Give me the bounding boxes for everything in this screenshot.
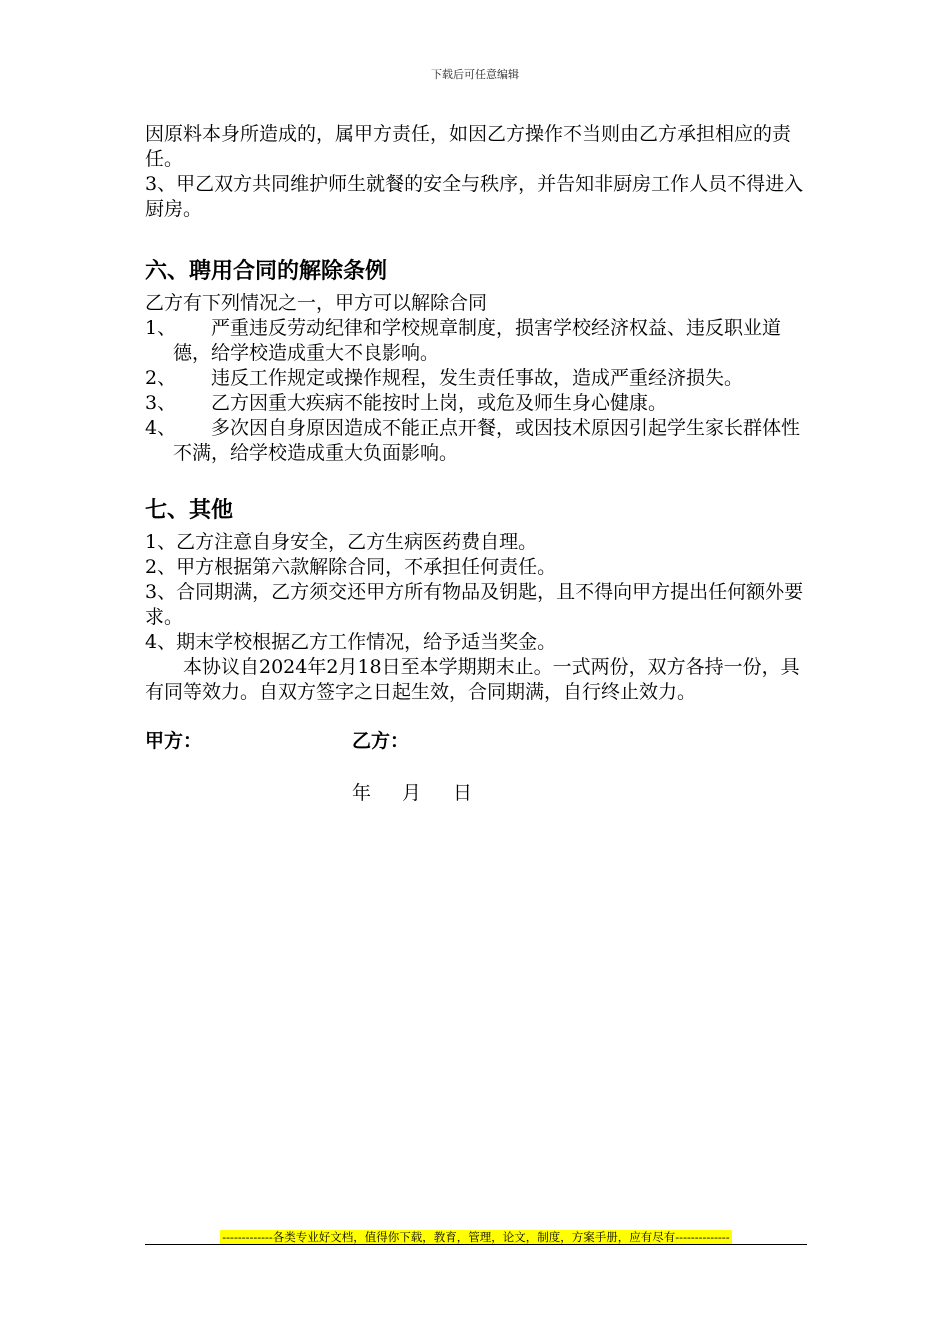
list-text: 违反工作规定或操作规程，发生责任事故，造成严重经济损失。 xyxy=(211,367,744,389)
section6-intro: 乙方有下列情况之一，甲方可以解除合同 xyxy=(145,292,488,314)
section5-continuation: 因原料本身所造成的，属甲方责任，如因乙方操作不当则由乙方承担相应的责任。 xyxy=(145,123,792,170)
list-text: 严重违反劳动纪律和学校规章制度，损害学校经济权益、违反职业道德，给学校造成重大不良影响。 xyxy=(173,317,782,364)
section7-item-3: 3、合同期满，乙方须交还甲方所有物品及钥匙，且不得向甲方提出任何额外要求。 xyxy=(145,581,804,628)
document-body xyxy=(145,122,810,809)
footer-divider xyxy=(145,1244,807,1245)
page-header-note: 下载后可任意编辑 xyxy=(431,68,519,81)
party-b-label: 乙方： xyxy=(352,730,410,752)
date-day: 日 xyxy=(453,782,473,804)
section6-item-3 xyxy=(145,391,810,416)
section7-heading: 七、其他 xyxy=(145,498,234,523)
section6-item-2 xyxy=(145,366,810,391)
party-a-label: 甲方： xyxy=(145,730,203,752)
list-text: 多次因自身原因造成不能正点开餐，或因技术原因引起学生家长群体性不满，给学校造成重大负面影响。 xyxy=(173,417,801,464)
date-year: 年 xyxy=(352,782,372,804)
date-row xyxy=(145,781,810,809)
section6-item-1 xyxy=(145,316,810,366)
section7-item-2: 2、甲方根据第六款解除合同，不承担任何责任。 xyxy=(145,556,557,578)
section7-item-4: 4、期末学校根据乙方工作情况，给予适当奖金。 xyxy=(145,631,557,653)
date-month: 月 xyxy=(402,782,422,804)
section7-item-1: 1、乙方注意自身安全，乙方生病医药费自理。 xyxy=(145,531,538,553)
page-footer xyxy=(145,1226,807,1245)
signature-row xyxy=(145,729,810,759)
section6-item-4 xyxy=(145,416,810,466)
list-number: 1、 xyxy=(145,317,177,339)
footer-banner-text: -------------各类专业好文档，值得你下载，教育，管理，论文，制度，方案手册，应有尽有-------------- xyxy=(222,1230,730,1244)
section7-closing: 本协议自2024年2月18日至本学期期末止。一式两份，双方各持一份，具有同等效力。自双方签字之日起生效，合同期满，自行终止效力。 xyxy=(145,656,800,703)
list-number: 3、 xyxy=(145,392,177,414)
section6-heading: 六、聘用合同的解除条例 xyxy=(145,259,388,284)
section5-item-3: 3、甲乙双方共同维护师生就餐的安全与秩序，并告知非厨房工作人员不得进入厨房。 xyxy=(145,173,804,220)
list-number: 4、 xyxy=(145,417,177,439)
list-text: 乙方因重大疾病不能按时上岗，或危及师生身心健康。 xyxy=(211,392,668,414)
list-number: 2、 xyxy=(145,367,177,389)
